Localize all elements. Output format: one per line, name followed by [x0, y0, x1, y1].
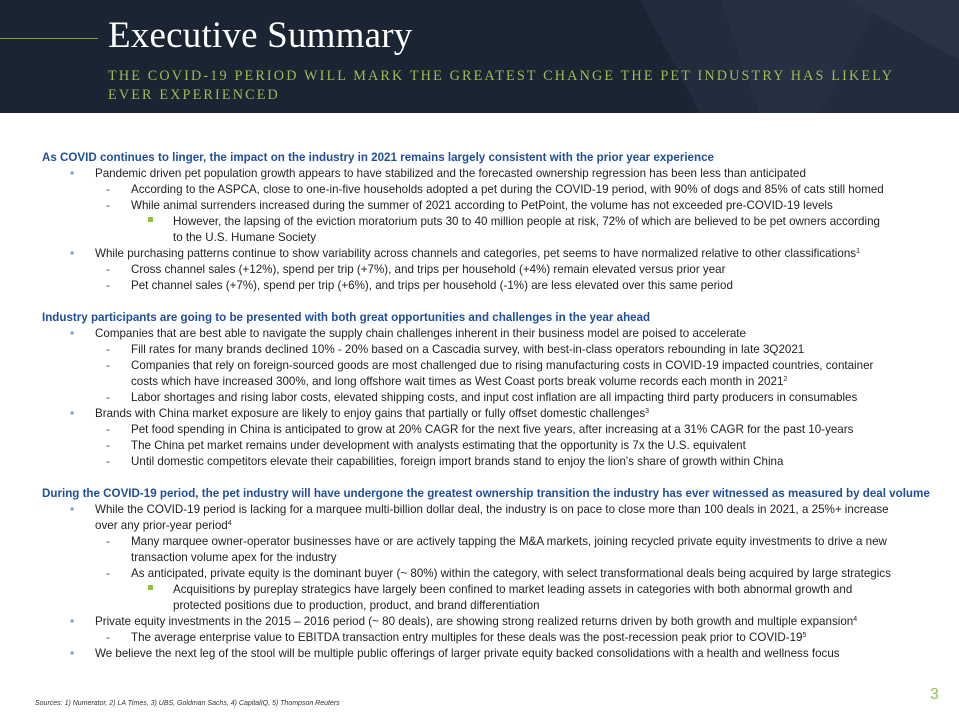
bullet-level1: We believe the next leg of the stool will be multiple public offerings of larger private equity backed consolidations with a health and wellness focus	[95, 647, 840, 660]
bullet-level2: Fill rates for many brands declined 10% - 20% based on a Cascadia survey, with best-in-class operators rebounding in late 3Q2021	[131, 343, 805, 356]
bullet-level2: Labor shortages and rising labor costs, elevated shipping costs, and input cost inflation are all impacting third party producers in consumables	[131, 391, 858, 404]
bullet-level3-continued: to the U.S. Humane Society	[173, 231, 317, 244]
header-diagonal-edge	[0, 113, 140, 143]
section-heading: Industry participants are going to be presented with both great opportunities and challenges in the year ahead	[42, 311, 651, 324]
dash-marker: -	[106, 279, 110, 292]
bullet-level2: Companies that rely on foreign-sourced goods are most challenged due to rising manufacturing costs in COVID-19 impacted countries, container	[131, 359, 874, 372]
footnote-ref: 3	[645, 408, 650, 415]
footnote-ref: 5	[802, 632, 807, 639]
dash-marker: -	[106, 423, 110, 436]
dash-marker: -	[106, 343, 110, 356]
dash-marker: -	[106, 199, 110, 212]
bullet-text: costs which have increased 300%, and long offshore wait times as West Coast ports break volume records each month in 2021	[131, 375, 784, 388]
bullet-level2: Cross channel sales (+12%), spend per trip (+7%), and trips per household (+4%) remain elevated versus prior year	[131, 263, 726, 276]
bullet-level1: Pandemic driven pet population growth appears to have stabilized and the forecasted ownership regression has been less than anticipated	[95, 167, 806, 180]
bullet-text: Private equity investments in the 2015 – 2016 period (~ 80 deals), are showing strong realized returns driven by both growth and multiple expansion	[95, 615, 854, 628]
bullet-level1	[95, 246, 860, 261]
footnote-ref: 1	[856, 248, 860, 255]
slide-title: Executive Summary	[108, 15, 413, 56]
page-number: 3	[930, 686, 939, 703]
bullet-level2: As anticipated, private equity is the dominant buyer (~ 80%) within the category, with select transformational deals being acquired by large strategics	[131, 567, 891, 580]
dash-marker: -	[106, 535, 110, 548]
bullet-level3: However, the lapsing of the eviction moratorium puts 30 to 40 million people at risk, 72% of which are believed to be pet owners according	[173, 215, 880, 228]
bullet-level2: Pet food spending in China is anticipated to grow at 20% CAGR for the next five years, after increasing at a 31% CAGR for the past 10-years	[131, 423, 854, 436]
bullet-level1	[95, 406, 649, 421]
footnote-ref: 4	[227, 520, 232, 527]
bullet-level2: While animal surrenders increased during the summer of 2021 according to PetPoint, the volume has not exceeded pre-COVID-19 levels	[131, 199, 833, 212]
square-bullet-marker	[148, 585, 153, 590]
title-accent-line	[0, 38, 98, 39]
bullet-text: While purchasing patterns continue to show variability across channels and categories, pet seems to have normalized relative to other classifications	[95, 247, 857, 260]
bullet-level3: Acquisitions by pureplay strategics have largely been confined to market leading assets in categories with both abnormal growth and	[173, 583, 853, 596]
bullet-level2	[131, 630, 806, 645]
bullet-level2: Many marquee owner-operator businesses have or are actively tapping the M&A markets, joining recycled private equity investments to drive a new	[131, 535, 887, 548]
dash-marker: -	[106, 439, 110, 452]
dash-marker: -	[106, 183, 110, 196]
dash-marker: -	[106, 631, 110, 644]
bullet-level1: While the COVID-19 period is lacking for a marquee multi-billion dollar deal, the industry is on pace to close more than 100 deals in 2021, a 25%+ increase	[95, 503, 889, 516]
bullet-level1-continued	[95, 518, 232, 533]
dash-marker: -	[106, 359, 110, 372]
bullet-text: over any prior-year period	[95, 519, 228, 532]
slide-header	[0, 0, 959, 113]
section-heading: During the COVID-19 period, the pet industry will have undergone the greatest ownership transition the industry has ever witnessed as measured by deal volume	[42, 487, 930, 500]
bullet-level2-continued: transaction volume apex for the industry	[131, 551, 337, 564]
slide-subtitle: THE COVID-19 PERIOD WILL MARK THE GREATEST CHANGE THE PET INDUSTRY HAS LIKELY EVER EXPERIENCED	[108, 68, 894, 103]
dash-marker: -	[106, 263, 110, 276]
bullet-level3-continued: protected positions due to production, product, and brand differentiation	[173, 599, 540, 612]
dash-marker: -	[106, 455, 110, 468]
bullet-text: The average enterprise value to EBITDA transaction entry multiples for these deals was the post-recession peak prior to COVID-19	[131, 631, 803, 644]
section-heading: As COVID continues to linger, the impact on the industry in 2021 remains largely consistent with the prior year experience	[42, 151, 714, 164]
bullet-level2: The China pet market remains under development with analysts estimating that the opportunity is 7x the U.S. equivalent	[131, 439, 746, 452]
bullet-level2: Pet channel sales (+7%), spend per trip (+6%), and trips per household (-1%) are less elevated over this same period	[131, 279, 733, 292]
bullet-level2: Until domestic competitors elevate their capabilities, foreign import brands stand to enjoy the lion's share of growth within China	[131, 455, 784, 468]
bullet-marker: •	[70, 166, 75, 180]
bullet-marker: •	[70, 246, 75, 260]
footnote-ref: 2	[783, 376, 788, 383]
bullet-marker: •	[70, 502, 75, 516]
bullet-marker: •	[70, 326, 75, 340]
bullet-level2-continued	[131, 374, 787, 389]
bullet-marker: •	[70, 614, 75, 628]
dash-marker: -	[106, 391, 110, 404]
bullet-level1	[95, 614, 857, 629]
bullet-marker: •	[70, 406, 75, 420]
sources-footnote: Sources: 1) Numerator, 2) LA Times, 3) UBS, Goldman Sachs, 4) CapitalIQ, 5) Thompson Reuters	[35, 700, 340, 707]
bullet-level1: Companies that are best able to navigate the supply chain challenges inherent in their business model are poised to accelerate	[95, 327, 746, 340]
dash-marker: -	[106, 567, 110, 580]
bullet-marker: •	[70, 646, 75, 660]
bullet-text: Brands with China market exposure are likely to enjoy gains that partially or fully offset domestic challenges	[95, 407, 646, 420]
footnote-ref: 4	[853, 616, 858, 623]
square-bullet-marker	[148, 217, 153, 222]
bullet-level2: According to the ASPCA, close to one-in-five households adopted a pet during the COVID-19 period, with 90% of dogs and 85% of cats still homed	[131, 183, 884, 196]
